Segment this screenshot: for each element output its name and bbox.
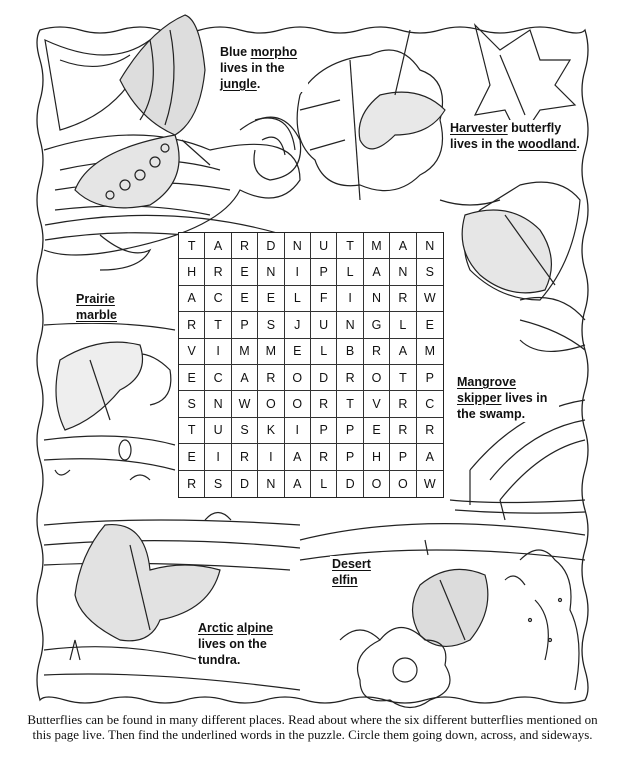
grid-cell[interactable]: A bbox=[232, 365, 258, 391]
grid-cell[interactable]: A bbox=[390, 233, 416, 259]
grid-cell[interactable]: E bbox=[232, 259, 258, 285]
grid-cell[interactable]: P bbox=[232, 312, 258, 338]
underlined-word-arctic: Arctic bbox=[198, 621, 234, 635]
grid-cell[interactable]: U bbox=[311, 233, 337, 259]
grid-cell[interactable]: S bbox=[205, 471, 231, 497]
grid-cell[interactable]: M bbox=[258, 339, 284, 365]
grid-cell[interactable]: V bbox=[364, 391, 390, 417]
desert-scene bbox=[300, 524, 585, 708]
grid-cell[interactable]: C bbox=[205, 365, 231, 391]
grid-cell[interactable]: N bbox=[417, 233, 443, 259]
grid-cell[interactable]: L bbox=[311, 471, 337, 497]
mangrove-skipper-scene bbox=[440, 182, 585, 351]
grid-cell[interactable]: V bbox=[179, 339, 205, 365]
caption-mangrove: Mangrove skipper lives in the swamp. bbox=[455, 374, 559, 422]
grid-cell[interactable]: B bbox=[337, 339, 363, 365]
grid-cell[interactable]: R bbox=[390, 391, 416, 417]
grid-cell[interactable]: F bbox=[311, 286, 337, 312]
grid-cell[interactable]: O bbox=[364, 471, 390, 497]
grid-cell[interactable]: P bbox=[337, 418, 363, 444]
grid-cell[interactable]: E bbox=[417, 312, 443, 338]
harvester-butterfly bbox=[359, 92, 445, 149]
grid-cell[interactable]: R bbox=[179, 471, 205, 497]
grid-cell[interactable]: R bbox=[390, 286, 416, 312]
grid-cell[interactable]: U bbox=[311, 312, 337, 338]
harvester-scene bbox=[297, 25, 575, 200]
grid-cell[interactable]: S bbox=[417, 259, 443, 285]
grid-cell[interactable]: R bbox=[232, 233, 258, 259]
grid-cell[interactable]: A bbox=[364, 259, 390, 285]
skipper-butterfly bbox=[462, 210, 551, 293]
grid-cell[interactable]: L bbox=[390, 312, 416, 338]
grid-cell[interactable]: R bbox=[390, 418, 416, 444]
grid-cell[interactable]: N bbox=[390, 259, 416, 285]
grid-cell[interactable]: R bbox=[364, 339, 390, 365]
grid-cell[interactable]: N bbox=[205, 391, 231, 417]
grid-cell[interactable]: L bbox=[337, 259, 363, 285]
grid-cell[interactable]: O bbox=[390, 471, 416, 497]
grid-cell[interactable]: P bbox=[311, 418, 337, 444]
caption-desert bbox=[330, 556, 384, 588]
grid-cell[interactable]: R bbox=[179, 312, 205, 338]
grid-cell[interactable]: O bbox=[285, 391, 311, 417]
grid-cell[interactable]: D bbox=[258, 233, 284, 259]
grid-cell[interactable]: T bbox=[205, 312, 231, 338]
grid-cell[interactable]: S bbox=[232, 418, 258, 444]
grid-cell[interactable]: W bbox=[423, 476, 436, 491]
grid-cell[interactable]: N bbox=[285, 233, 311, 259]
underlined-word-marble: marble bbox=[76, 308, 117, 322]
grid-cell[interactable]: I bbox=[285, 259, 311, 285]
grid-cell[interactable]: D bbox=[311, 365, 337, 391]
grid-cell[interactable]: E bbox=[258, 286, 284, 312]
underlined-word-jungle: jungle bbox=[220, 77, 257, 91]
grid-cell[interactable]: O bbox=[258, 391, 284, 417]
instructions-text: Butterflies can be found in many different places. Read about where the six different butterflies mentioned on this page live. Then find the underlined words in the puzzle. Circle them going down, across, and sideways. bbox=[27, 712, 598, 742]
grid-cell[interactable]: P bbox=[390, 444, 416, 470]
caption-harvester: Harvester butterfly lives in the woodland. bbox=[448, 120, 582, 152]
grid-cell[interactable]: O bbox=[285, 365, 311, 391]
underlined-word-skipper: skipper bbox=[457, 391, 502, 405]
grid-cell[interactable]: A bbox=[285, 471, 311, 497]
grid-cell[interactable]: E bbox=[364, 418, 390, 444]
grid-cell[interactable]: E bbox=[232, 286, 258, 312]
grid-cell[interactable]: H bbox=[364, 444, 390, 470]
grid-cell[interactable]: T bbox=[337, 233, 363, 259]
grid-cell[interactable]: E bbox=[179, 365, 205, 391]
grid-cell[interactable]: T bbox=[179, 233, 205, 259]
grid-cell[interactable]: M bbox=[232, 339, 258, 365]
underlined-word-desert: Desert bbox=[332, 557, 371, 571]
grid-cell[interactable]: L bbox=[285, 286, 311, 312]
grid-cell[interactable]: R bbox=[417, 418, 443, 444]
grid-cell[interactable]: R bbox=[311, 444, 337, 470]
grid-cell[interactable]: T bbox=[390, 365, 416, 391]
caption-arctic: Arctic alpine lives on the tundra. bbox=[196, 620, 286, 668]
underlined-word-alpine: alpine bbox=[236, 621, 274, 635]
grid-cell[interactable]: R bbox=[205, 259, 231, 285]
grid-cell[interactable]: R bbox=[311, 391, 337, 417]
caption-prairie bbox=[74, 291, 128, 323]
grid-cell[interactable]: A bbox=[205, 233, 231, 259]
grid-cell[interactable]: E bbox=[179, 444, 205, 470]
grid-cell[interactable]: R bbox=[232, 444, 258, 470]
desert-butterfly bbox=[413, 569, 488, 646]
grid-cell[interactable]: W bbox=[232, 391, 258, 417]
grid-cell[interactable]: I bbox=[205, 339, 231, 365]
underlined-word-prairie: Prairie bbox=[76, 292, 115, 306]
underlined-word-elfin: elfin bbox=[332, 573, 358, 587]
grid-cell[interactable]: A bbox=[285, 444, 311, 470]
grid-cell[interactable]: E bbox=[285, 339, 311, 365]
caption-blue-morpho: Blue morpho lives in the jungle. bbox=[218, 44, 308, 92]
grid-cell[interactable]: M bbox=[364, 233, 390, 259]
morpho-wing-lower bbox=[75, 135, 179, 208]
grid-cell[interactable]: P bbox=[337, 444, 363, 470]
grid-cell[interactable]: O bbox=[364, 365, 390, 391]
grid-cell[interactable]: H bbox=[179, 259, 205, 285]
grid-cell[interactable]: R bbox=[337, 365, 363, 391]
grid-cell[interactable]: A bbox=[390, 339, 416, 365]
grid-cell[interactable]: L bbox=[311, 339, 337, 365]
underlined-word-harvester: Harvester bbox=[450, 121, 508, 135]
grid-cell[interactable]: R bbox=[258, 365, 284, 391]
grid-cell[interactable]: S bbox=[179, 391, 205, 417]
grid-cell[interactable]: A bbox=[179, 286, 205, 312]
grid-cell[interactable]: P bbox=[311, 259, 337, 285]
grid-cell[interactable]: C bbox=[417, 391, 443, 417]
grid-cell[interactable]: C bbox=[205, 286, 231, 312]
grid-cell[interactable]: U bbox=[205, 418, 231, 444]
grid-cell[interactable]: I bbox=[205, 444, 231, 470]
morpho-wing-upper bbox=[120, 15, 205, 135]
underlined-word-mangrove: Mangrove bbox=[457, 375, 517, 389]
grid-cell[interactable]: N bbox=[258, 259, 284, 285]
grid-cell[interactable]: I bbox=[285, 418, 311, 444]
grid-cell[interactable]: N bbox=[364, 286, 390, 312]
grid-cell[interactable]: S bbox=[258, 312, 284, 338]
grid-cell[interactable]: I bbox=[258, 444, 284, 470]
grid-cell[interactable]: J bbox=[285, 312, 311, 338]
grid-cell[interactable]: T bbox=[179, 418, 205, 444]
grid-cell[interactable]: A bbox=[417, 444, 443, 470]
grid-cell[interactable]: W bbox=[417, 286, 443, 312]
grid-cell[interactable]: D bbox=[232, 471, 258, 497]
grid-cell[interactable]: N bbox=[337, 312, 363, 338]
grid-cell[interactable]: M bbox=[417, 339, 443, 365]
underlined-word-woodland: woodland bbox=[518, 137, 577, 151]
underlined-word-morpho: morpho bbox=[250, 45, 298, 59]
grid-cell[interactable]: P bbox=[417, 365, 443, 391]
prairie-scene bbox=[44, 323, 175, 480]
word-search-grid[interactable] bbox=[178, 232, 444, 498]
grid-cell[interactable]: T bbox=[337, 391, 363, 417]
grid-cell[interactable]: G bbox=[364, 312, 390, 338]
grid-cell[interactable]: I bbox=[337, 286, 363, 312]
grid-cell[interactable]: D bbox=[337, 471, 363, 497]
grid-cell[interactable]: K bbox=[258, 418, 284, 444]
grid-cell[interactable]: N bbox=[258, 471, 284, 497]
